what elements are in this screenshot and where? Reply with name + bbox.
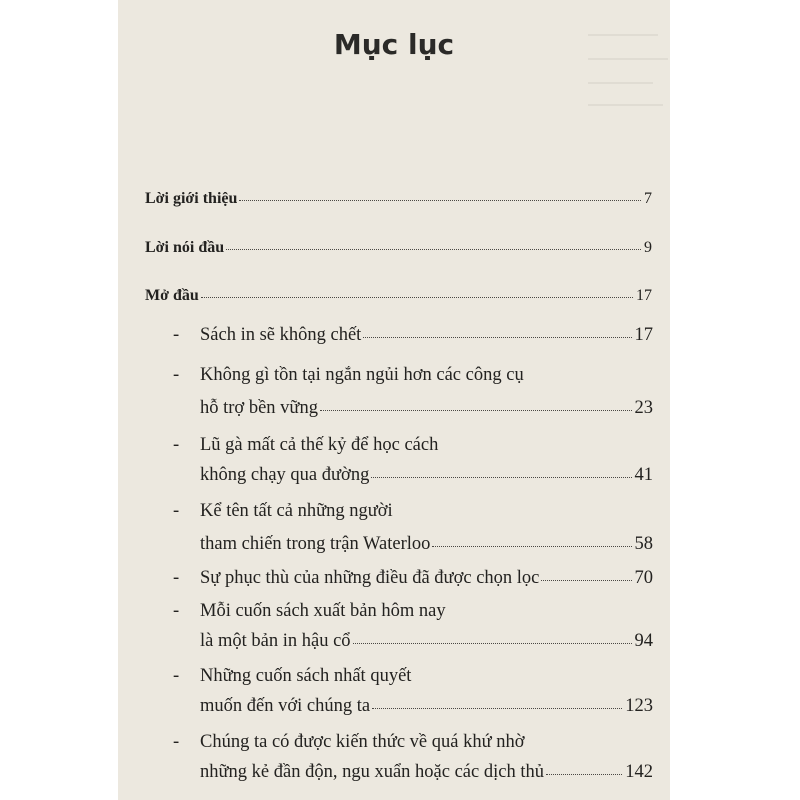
leader-dots <box>541 566 631 581</box>
toc-entry-title: Chúng ta có được kiến thức về quá khứ nhờ <box>200 732 525 752</box>
bullet-dash: - <box>173 365 180 385</box>
leader-dots <box>353 629 632 644</box>
toc-page-number: 9 <box>644 239 652 256</box>
bullet-dash: - <box>173 325 180 345</box>
toc-page-number: 17 <box>636 287 652 304</box>
toc-entry-title-cont: tham chiến trong trận Waterloo <box>200 534 431 554</box>
bullet-dash: - <box>173 501 180 521</box>
toc-entry-title: Mở đầu <box>145 287 199 304</box>
bullet-dash: - <box>173 666 180 686</box>
toc-page-number: 17 <box>634 325 653 345</box>
toc-entry-title: Kể tên tất cả những người <box>200 501 393 521</box>
toc-entry-title: Sách in sẽ không chết <box>200 325 362 345</box>
leader-dots <box>372 694 622 709</box>
toc-entry-title: Mỗi cuốn sách xuất bản hôm nay <box>200 601 446 621</box>
page-title: Mục lục <box>333 28 455 61</box>
toc-page-number: 70 <box>634 568 653 588</box>
leader-dots <box>546 760 622 775</box>
toc-entry-title-cont: là một bản in hậu cổ <box>200 631 351 651</box>
toc-entry-title-cont: muốn đến với chúng ta <box>200 696 371 716</box>
leader-dots <box>226 235 641 250</box>
toc-entry-title: Lời nói đầu <box>145 239 225 256</box>
bullet-dash: - <box>173 568 180 588</box>
leader-dots <box>363 323 631 338</box>
bullet-dash: - <box>173 435 180 455</box>
toc-page-number: 58 <box>634 534 653 554</box>
toc-page-number: 41 <box>634 465 653 485</box>
bullet-dash: - <box>173 732 180 752</box>
leader-dots <box>239 186 641 201</box>
toc-page-number: 94 <box>634 631 653 651</box>
bullet-dash: - <box>173 601 180 621</box>
toc-entry-title: Lời giới thiệu <box>145 190 238 207</box>
toc-entry-title-cont: hỗ trợ bền vững <box>200 398 318 418</box>
toc-page-number: 23 <box>634 398 653 418</box>
book-page <box>118 0 670 800</box>
toc-entry-title: Lũ gà mất cả thế kỷ để học cách <box>200 435 439 455</box>
toc-entry-title: Những cuốn sách nhất quyết <box>200 666 412 686</box>
toc-entry-title-cont: những kẻ đần độn, ngu xuẩn hoặc các dịch thủ <box>200 762 544 782</box>
toc-page-number: 123 <box>625 696 653 716</box>
toc-page-number: 7 <box>644 190 652 207</box>
leader-dots <box>371 463 631 478</box>
leader-dots <box>432 532 631 547</box>
toc-entry-title-cont: không chạy qua đường <box>200 465 370 485</box>
leader-dots <box>320 396 632 411</box>
toc-entry-title: Sự phục thù của những điều đã được chọn lọc <box>200 568 540 588</box>
toc-entry-title: Không gì tồn tại ngắn ngủi hơn các công cụ <box>200 365 524 385</box>
leader-dots <box>201 283 633 298</box>
toc-page-number: 142 <box>625 762 653 782</box>
table-of-contents <box>118 0 670 800</box>
